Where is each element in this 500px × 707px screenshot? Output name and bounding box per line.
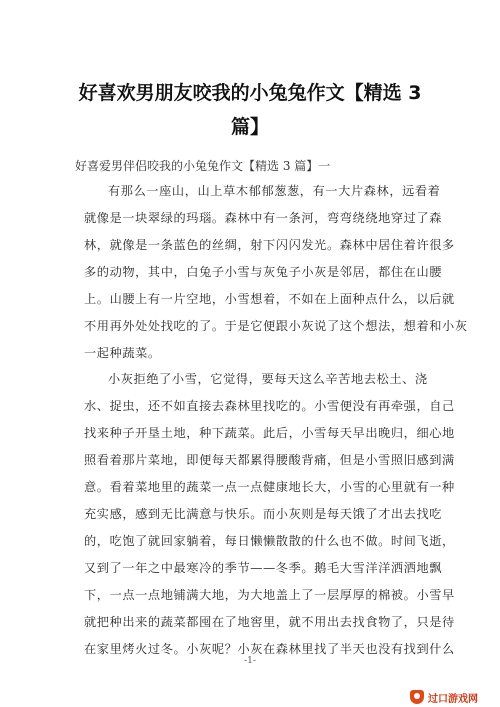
- body-line: 找来种子开垦土地，种下蔬菜。此后，小雪每天早出晚归，细心地: [84, 426, 455, 440]
- body-line: 有那么一座山，山上草木郁郁葱葱，有一大片森林，远看着: [108, 184, 441, 198]
- body-line: 多的动物，其中，白兔子小雪与灰兔子小灰是邻居，都住在山腰: [84, 265, 443, 279]
- body-line: 一起种蔬菜。: [84, 346, 161, 360]
- body-line: 就像是一块翠绿的玛瑙。森林中有一条河，弯弯绕绕地穿过了森: [84, 211, 443, 225]
- page-number: -1-: [244, 656, 256, 666]
- body-line: 不用再外处处找吃的了。于是它便跟小灰说了这个想法，想着和小灰: [84, 319, 468, 333]
- watermark-text: 过口游戏网: [428, 693, 478, 705]
- body-line: 的，吃饱了就回家躺着，每日懒懒散散的什么也不做。时间飞逝，: [84, 534, 455, 548]
- body-line: 意。看着菜地里的蔬菜一点一点健康地长大，小雪的心里就有一种: [84, 480, 455, 494]
- body-line: 在家里烤火过冬。小灰呢？小灰在森林里找了半天也没有找到什么: [84, 642, 455, 656]
- body-line: 林，就像是一条蓝色的丝绸，射下闪闪发光。森林中居住着许很多: [84, 238, 455, 252]
- body-line: 上。山腰上有一片空地，小雪想着，不如在上面种点什么，以后就: [84, 292, 455, 306]
- body-line: 就把种出来的蔬菜都囤在了地窖里，就不用出去找食物了，只是待: [84, 615, 455, 629]
- body-line: 下，一点一点地铺满大地，为大地盖上了一层厚厚的棉被。小雪早: [84, 588, 455, 602]
- document-subtitle: 好喜爱男伴侣咬我的小兔兔作文【精选 3 篇】一: [75, 159, 331, 173]
- body-line: 充实感，感到无比满意与快乐。而小灰则是每天饿了才出去找吃: [84, 507, 443, 521]
- body-line: 小灰拒绝了小雪，它觉得，要每天这么辛苦地去松土、浇: [108, 372, 428, 386]
- body-line: 照看着那片菜地，即便每天都累得腰酸背痛，但是小雪照旧感到满: [84, 453, 455, 467]
- document-title-line-1: 好喜欢男朋友咬我的小兔兔作文【精选 3: [78, 82, 422, 104]
- site-watermark: [410, 688, 498, 706]
- body-line: 水、捉虫，还不如直接去森林里找吃的。小雪便没有再牵强，自己: [84, 399, 455, 413]
- body-line: 又到了一年之中最寒冷的季节——冬季。鹅毛大雪洋洋洒洒地飘: [84, 561, 443, 575]
- shield-logo-icon: [410, 690, 424, 704]
- document-title-line-2: 篇】: [230, 116, 269, 138]
